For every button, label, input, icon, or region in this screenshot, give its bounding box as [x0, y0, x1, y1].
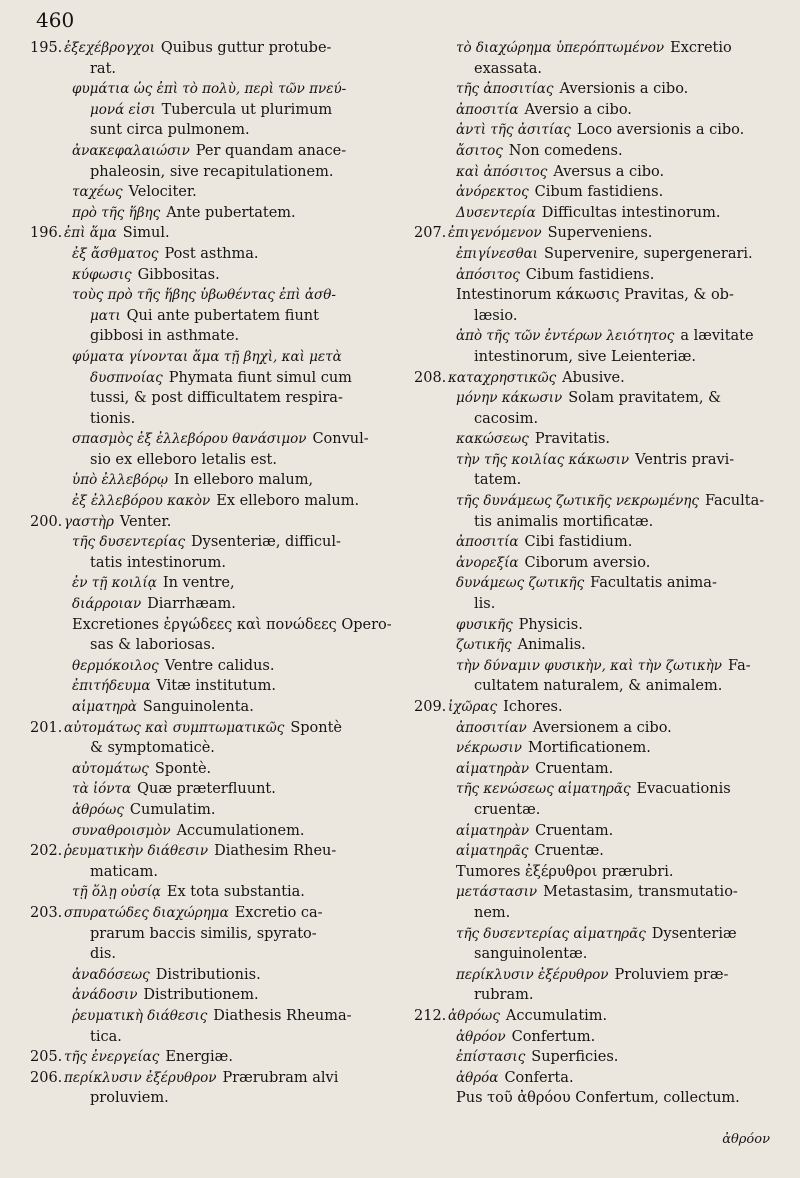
sub-entry-line: [30, 965, 400, 986]
latin-gloss: Intestinorum κάκωσις Pravitas, & ob-: [456, 287, 734, 304]
greek-term: ἀποσιτία: [456, 101, 519, 118]
sub-entry-line: [414, 615, 786, 636]
sub-entry-line: [414, 759, 786, 780]
sub-entry-line: [414, 718, 786, 739]
latin-gloss: Superficies.: [531, 1049, 619, 1066]
latin-gloss: Velociter.: [128, 184, 197, 201]
sub-entry-line: [30, 821, 400, 842]
greek-term: θερμόκοιλος: [72, 657, 159, 674]
continuation-line: [30, 162, 400, 183]
page-number: 460: [36, 8, 75, 32]
entry-line: [414, 368, 786, 389]
sub-entry-line: [414, 388, 786, 409]
continuation-text: lis.: [474, 596, 496, 613]
greek-term: αἱματηρὰν: [456, 822, 530, 839]
entry-line: [30, 38, 400, 59]
sub-entry-line: [414, 779, 786, 800]
sub-entry-line: [30, 985, 400, 1006]
continuation-text: prarum baccis similis, spyrato-: [90, 925, 317, 942]
continuation-text: sunt circa pulmonem.: [90, 122, 250, 139]
continuation-line: [30, 738, 400, 759]
continuation-line: [30, 924, 400, 945]
greek-term: ἐν τῇ κοιλίᾳ: [72, 575, 157, 592]
latin-gloss: Facultatis anima-: [590, 575, 717, 592]
latin-gloss: Tubercula ut plurimum: [161, 101, 333, 118]
entry-line: [30, 903, 400, 924]
continuation-text: tis animalis mortificatæ.: [474, 513, 654, 530]
continuation-line: [414, 676, 786, 697]
greek-term: ἀνάδοσιν: [72, 987, 138, 1004]
greek-term: τὴν δύναμιν φυσικὴν, καὶ τὴν ζωτικὴν: [456, 657, 723, 674]
continuation-line: [30, 409, 400, 430]
continuation-text: sanguinolentæ.: [474, 946, 588, 963]
sub-entry-line: [30, 800, 400, 821]
latin-gloss: Pus τοῦ ἀθρόου Confertum, collectum.: [456, 1090, 740, 1107]
greek-term: ματι: [90, 307, 121, 324]
greek-term: αὐτομάτως: [72, 760, 149, 777]
greek-term: περίκλυσιν ἐξέρυθρον: [64, 1069, 217, 1086]
greek-term: γαστὴρ: [64, 513, 114, 530]
latin-gloss: Ichores.: [503, 699, 563, 715]
latin-gloss: Ante pubertatem.: [166, 204, 296, 221]
latin-gloss: Qui ante pubertatem fiunt: [126, 307, 319, 324]
sub-entry-line: [30, 676, 400, 697]
latin-gloss: Diathesis Rheuma-: [213, 1007, 352, 1024]
continuation-text: cruentæ.: [474, 801, 541, 818]
latin-gloss: Venter.: [119, 513, 172, 530]
greek-term: φύματα γίνονται ἅμα τῇ βηχὶ, καὶ μετὰ: [72, 348, 342, 365]
greek-term: ἰχῶρας: [448, 699, 498, 715]
greek-term: τὰ ἰόντα: [72, 781, 132, 798]
greek-term: ὑπὸ ἐλλεβόρῳ: [72, 472, 168, 489]
greek-term: ἀθρόα: [456, 1069, 499, 1086]
greek-term: τῆς ἐνεργείας: [64, 1049, 160, 1066]
latin-gloss: Evacuationis: [636, 781, 731, 798]
sub-entry-line: [414, 203, 786, 224]
latin-gloss: Cibum fastidiens.: [534, 184, 664, 201]
greek-term: ταχέως: [72, 184, 123, 201]
continuation-line: [30, 635, 400, 656]
entry-line: [414, 697, 786, 718]
latin-gloss: Proluviem præ-: [614, 966, 729, 983]
entry-number: 207.: [414, 225, 447, 242]
greek-term: ἐπιτήδευμα: [72, 678, 151, 695]
latin-gloss: Ventre calidus.: [164, 657, 275, 674]
entry-number: 203.: [30, 904, 63, 921]
greek-term: ἀνόρεκτος: [456, 184, 529, 201]
latin-gloss: Tumores ἐξέρυθροι prærubri.: [456, 863, 674, 880]
continuation-text: gibbosi in asthmate.: [90, 328, 240, 345]
latin-gloss: Accumulatim.: [505, 1007, 608, 1024]
continuation-text: sio ex elleboro letalis est.: [90, 451, 277, 468]
sub-entry-line: [414, 141, 786, 162]
sub-entry-line: [414, 429, 786, 450]
greek-term: ἐπιγενόμενον: [448, 225, 542, 242]
latin-gloss: Excretio: [670, 40, 732, 56]
continuation-text: tica.: [90, 1028, 122, 1045]
sub-entry-line: [30, 779, 400, 800]
greek-term: μετάστασιν: [456, 884, 538, 901]
greek-term: ἀποσιτία: [456, 534, 519, 551]
latin-gloss: Aversionem a cibo.: [532, 719, 672, 736]
sub-entry-line: [30, 882, 400, 903]
sub-entry-line: [414, 162, 786, 183]
entry-number: 202.: [30, 843, 63, 860]
continuation-line: [30, 326, 400, 347]
latin-gloss: Cruentam.: [535, 822, 614, 839]
sub-entry-line: [30, 491, 400, 512]
sub-entry-line: [414, 882, 786, 903]
greek-term: αὐτομάτως καὶ συμπτωματικῶς: [64, 719, 285, 736]
sub-entry-line: [30, 615, 400, 636]
continuation-text: rubram.: [474, 987, 534, 1004]
latin-gloss: Dysenteriæ: [651, 925, 737, 942]
greek-term: ἀναδόσεως: [72, 966, 150, 983]
sub-entry-line: [414, 841, 786, 862]
continuation-line: [414, 306, 786, 327]
continuation-text: maticam.: [90, 863, 158, 880]
continuation-line: [30, 306, 400, 327]
sub-entry-line: [30, 697, 400, 718]
greek-term: φυσικῆς: [456, 616, 513, 633]
latin-gloss: Metastasim, transmutatio-: [543, 884, 738, 901]
greek-term: καταχρηστικῶς: [448, 369, 557, 386]
entry-number: 212.: [414, 1007, 447, 1024]
sub-entry-line: [414, 1027, 786, 1048]
entry-number: 201.: [30, 719, 63, 736]
continuation-line: [30, 368, 400, 389]
greek-term: τῆς δυσεντερίας: [72, 534, 186, 551]
greek-term: ἐπιγίνεσθαι: [456, 245, 538, 262]
continuation-line: [30, 59, 400, 80]
entry-number: 195.: [30, 40, 63, 56]
entry-line: [30, 1047, 400, 1068]
latin-gloss: In ventre,: [162, 575, 235, 592]
greek-term: δυνάμεως ζωτικῆς: [456, 575, 585, 592]
entry-line: [30, 223, 400, 244]
latin-gloss: Solam pravitatem, &: [568, 390, 721, 407]
continuation-line: [30, 450, 400, 471]
latin-gloss: Aversio a cibo.: [524, 101, 632, 118]
latin-gloss: Conferta.: [504, 1069, 574, 1086]
sub-entry-line: [414, 924, 786, 945]
greek-term: τοὺς πρὸ τῆς ἥβης ὑβωθέντας ἐπὶ ἀσθ-: [72, 287, 336, 304]
greek-term: ῥευματικὴ διάθεσις: [72, 1007, 208, 1024]
greek-term: ἐξ ἐλλεβόρου κακὸν: [72, 493, 211, 510]
continuation-line: [414, 944, 786, 965]
sub-entry-line: [30, 759, 400, 780]
greek-term: πρὸ τῆς ἥβης: [72, 204, 161, 221]
latin-gloss: Non comedens.: [508, 142, 623, 159]
latin-gloss: Phymata fiunt simul cum: [168, 369, 352, 386]
latin-gloss: Per quandam anace-: [195, 142, 347, 159]
greek-term: ἐπὶ ἅμα: [64, 225, 117, 242]
continuation-text: intestinorum, sive Leienteriæ.: [474, 348, 697, 365]
continuation-line: [30, 388, 400, 409]
continuation-line: [30, 120, 400, 141]
sub-entry-line: [30, 1006, 400, 1027]
continuation-line: [414, 347, 786, 368]
sub-entry-line: [30, 79, 400, 100]
sub-entry-line: [414, 285, 786, 306]
sub-entry-line: [414, 244, 786, 265]
continuation-text: tatis intestinorum.: [90, 554, 226, 571]
continuation-line: [30, 944, 400, 965]
sub-entry-line: [414, 821, 786, 842]
latin-gloss: Aversionis a cibo.: [559, 81, 689, 98]
greek-term: αἱματηρὰν: [456, 760, 530, 777]
latin-gloss: Vitæ institutum.: [156, 678, 276, 695]
latin-gloss: Ventris pravi-: [635, 451, 735, 468]
latin-gloss: Distributionis.: [155, 966, 261, 983]
greek-term: αἱματηρὰ: [72, 699, 137, 715]
sub-entry-line: [414, 265, 786, 286]
continuation-line: [30, 1088, 400, 1109]
latin-gloss: Difficultas intestinorum.: [541, 204, 721, 221]
continuation-text: dis.: [90, 946, 116, 963]
greek-term: τὴν τῆς κοιλίας κάκωσιν: [456, 451, 630, 468]
sub-entry-line: [30, 573, 400, 594]
entry-number: 208.: [414, 369, 447, 386]
continuation-text: cultatem naturalem, & animalem.: [474, 678, 723, 695]
sub-entry-line: [414, 1068, 786, 1089]
latin-gloss: Pravitatis.: [534, 431, 611, 448]
latin-gloss: Ex elleboro malum.: [216, 493, 360, 510]
greek-term: ἀνακεφαλαιώσιν: [72, 142, 190, 159]
sub-entry-line: [414, 862, 786, 883]
latin-gloss: Simul.: [122, 225, 170, 242]
latin-gloss: Spontè.: [154, 760, 212, 777]
greek-term: Δυσεντερία: [456, 204, 536, 221]
continuation-text: tussi, & post difficultatem respira-: [90, 390, 343, 407]
latin-gloss: Accumulationem.: [176, 822, 305, 839]
catchword: ἀθρόον: [722, 1132, 770, 1147]
sub-entry-line: [30, 182, 400, 203]
continuation-text: sas & laboriosas.: [90, 637, 216, 654]
latin-gloss: Spontè: [290, 719, 343, 736]
greek-term: ἐξεχέβρογχοι: [64, 40, 155, 56]
sub-entry-line: [414, 1047, 786, 1068]
greek-term: ἀντὶ τῆς ἀσιτίας: [456, 122, 571, 139]
sub-entry-line: [414, 182, 786, 203]
sub-entry-line: [30, 141, 400, 162]
latin-gloss: Faculta-: [704, 493, 765, 510]
entry-line: [414, 223, 786, 244]
greek-term: ἐπίστασις: [456, 1049, 526, 1066]
entry-line: [30, 841, 400, 862]
greek-term: ἀθρόον: [456, 1028, 506, 1045]
greek-term: ἀποσιτίαν: [456, 719, 527, 736]
greek-term: κακώσεως: [456, 431, 529, 448]
greek-term: τῆς δυσεντερίας αἱματηρᾶς: [456, 925, 646, 942]
greek-term: τὸ διαχώρημα ὑπερόπτωμένον: [456, 40, 665, 56]
continuation-text: læsio.: [474, 307, 518, 324]
continuation-line: [414, 59, 786, 80]
continuation-text: & symptomaticè.: [90, 740, 215, 757]
sub-entry-line: [414, 635, 786, 656]
sub-entry-line: [414, 1088, 786, 1109]
greek-term: τῇ ὅλῃ οὐσίᾳ: [72, 884, 161, 901]
latin-gloss: Loco aversionis a cibo.: [576, 122, 745, 139]
latin-gloss: Supervenire, supergenerari.: [543, 245, 753, 262]
sub-entry-line: [30, 470, 400, 491]
greek-term: ἐξ ἄσθματος: [72, 245, 159, 262]
greek-term: μονά εἰσι: [90, 101, 156, 118]
right-column: [414, 38, 786, 1109]
continuation-text: proluviem.: [90, 1090, 169, 1107]
latin-gloss: Cibi fastidium.: [524, 534, 633, 551]
sub-entry-line: [30, 203, 400, 224]
sub-entry-line: [414, 326, 786, 347]
greek-term: ἀπόσιτος: [456, 266, 520, 283]
sub-entry-line: [414, 38, 786, 59]
latin-gloss: Diarrhæam.: [147, 596, 236, 613]
sub-entry-line: [30, 532, 400, 553]
continuation-text: tatem.: [474, 472, 522, 489]
greek-term: ἀνορεξία: [456, 554, 519, 571]
latin-gloss: Quæ præterfluunt.: [137, 781, 276, 798]
entry-number: 209.: [414, 699, 447, 715]
greek-term: τῆς δυνάμεως ζωτικῆς νεκρωμένης: [456, 493, 699, 510]
continuation-line: [414, 903, 786, 924]
sub-entry-line: [30, 244, 400, 265]
greek-term: καὶ ἀπόσιτος: [456, 163, 548, 180]
entry-line: [30, 1068, 400, 1089]
latin-gloss: Fa-: [728, 657, 751, 674]
greek-term: σπασμὸς ἐξ ἐλλεβόρου θανάσιμον: [72, 431, 307, 448]
continuation-text: tionis.: [90, 410, 136, 427]
sub-entry-line: [414, 491, 786, 512]
sub-entry-line: [414, 450, 786, 471]
sub-entry-line: [414, 738, 786, 759]
sub-entry-line: [30, 656, 400, 677]
continuation-line: [30, 1027, 400, 1048]
latin-gloss: Excretiones ἐργώδεες καὶ πονώδεες Opero-: [72, 616, 392, 633]
latin-gloss: Ex tota substantia.: [166, 884, 305, 901]
greek-term: περίκλυσιν ἐξέρυθρον: [456, 966, 609, 983]
latin-gloss: Animalis.: [517, 637, 586, 654]
sub-entry-line: [30, 594, 400, 615]
greek-term: δυσπνοίας: [90, 369, 163, 386]
greek-term: μόνην κάκωσιν: [456, 390, 563, 407]
latin-gloss: Excretio ca-: [234, 904, 323, 921]
latin-gloss: Gibbositas.: [137, 266, 220, 283]
greek-term: τῆς κενώσεως αἱματηρᾶς: [456, 781, 631, 798]
latin-gloss: Cruentæ.: [534, 843, 604, 860]
continuation-line: [414, 470, 786, 491]
continuation-text: phaleosin, sive recapitulationem.: [90, 163, 334, 180]
greek-term: ῥευματικὴν διάθεσιν: [64, 843, 209, 860]
latin-gloss: Ciborum aversio.: [524, 554, 651, 571]
sub-entry-line: [414, 100, 786, 121]
latin-gloss: Distributionem.: [143, 987, 259, 1004]
entry-number: 196.: [30, 225, 63, 242]
continuation-line: [30, 553, 400, 574]
latin-gloss: Dysenteriæ, difficul-: [191, 534, 341, 551]
latin-gloss: a lævitate: [680, 328, 754, 345]
latin-gloss: Diathesim Rheu-: [214, 843, 337, 860]
latin-gloss: Cumulatim.: [129, 801, 216, 818]
greek-term: νέκρωσιν: [456, 740, 522, 757]
latin-gloss: Cibum fastidiens.: [525, 266, 655, 283]
sub-entry-line: [414, 532, 786, 553]
continuation-text: exassata.: [474, 60, 543, 77]
sub-entry-line: [30, 429, 400, 450]
latin-gloss: Confertum.: [511, 1028, 596, 1045]
latin-gloss: In elleboro malum,: [173, 472, 314, 489]
greek-term: συναθροισμὸν: [72, 822, 171, 839]
sub-entry-line: [414, 965, 786, 986]
continuation-line: [414, 594, 786, 615]
latin-gloss: Cruentam.: [535, 760, 614, 777]
entry-number: 205.: [30, 1049, 63, 1066]
greek-term: αἱματηρᾶς: [456, 843, 529, 860]
greek-term: σπυρατώδες διαχώρημα: [64, 904, 229, 921]
continuation-line: [30, 100, 400, 121]
entry-line: [30, 512, 400, 533]
latin-gloss: Superveniens.: [547, 225, 653, 242]
sub-entry-line: [414, 120, 786, 141]
latin-gloss: Quibus guttur protube-: [160, 40, 332, 56]
continuation-text: cacosim.: [474, 410, 539, 427]
latin-gloss: Physicis.: [518, 616, 583, 633]
sub-entry-line: [414, 79, 786, 100]
continuation-text: rat.: [90, 60, 117, 77]
left-column: [30, 38, 400, 1109]
latin-gloss: Energiæ.: [165, 1049, 233, 1066]
continuation-line: [30, 862, 400, 883]
latin-gloss: Mortificationem.: [527, 740, 651, 757]
latin-gloss: Prærubram alvi: [222, 1069, 339, 1086]
latin-gloss: Convul-: [312, 431, 369, 448]
continuation-line: [414, 800, 786, 821]
greek-term: ζωτικῆς: [456, 637, 512, 654]
greek-term: κύφωσις: [72, 266, 132, 283]
greek-term: ἀθρόως: [448, 1007, 500, 1024]
greek-term: τῆς ἀποσιτίας: [456, 81, 554, 98]
entry-line: [414, 1006, 786, 1027]
greek-term: ἄσιτος: [456, 142, 503, 159]
greek-term: φυμάτια ὡς ἐπὶ τὸ πολὺ, περὶ τῶν πνεύ-: [72, 81, 347, 98]
sub-entry-line: [414, 573, 786, 594]
latin-gloss: Abusive.: [562, 369, 625, 386]
continuation-text: nem.: [474, 904, 511, 921]
entry-number: 200.: [30, 513, 63, 530]
continuation-line: [414, 409, 786, 430]
sub-entry-line: [414, 553, 786, 574]
entry-line: [30, 718, 400, 739]
latin-gloss: Aversus a cibo.: [553, 163, 665, 180]
sub-entry-line: [30, 347, 400, 368]
latin-gloss: Post asthma.: [164, 245, 259, 262]
sub-entry-line: [30, 265, 400, 286]
latin-gloss: Sanguinolenta.: [142, 699, 254, 715]
greek-term: ἀπὸ τῆς τῶν ἐντέρων λειότητος: [456, 328, 675, 345]
sub-entry-line: [414, 656, 786, 677]
continuation-line: [414, 512, 786, 533]
greek-term: διάρροιαν: [72, 596, 142, 613]
entry-number: 206.: [30, 1069, 63, 1086]
continuation-line: [414, 985, 786, 1006]
greek-term: ἀθρόως: [72, 801, 124, 818]
sub-entry-line: [30, 285, 400, 306]
